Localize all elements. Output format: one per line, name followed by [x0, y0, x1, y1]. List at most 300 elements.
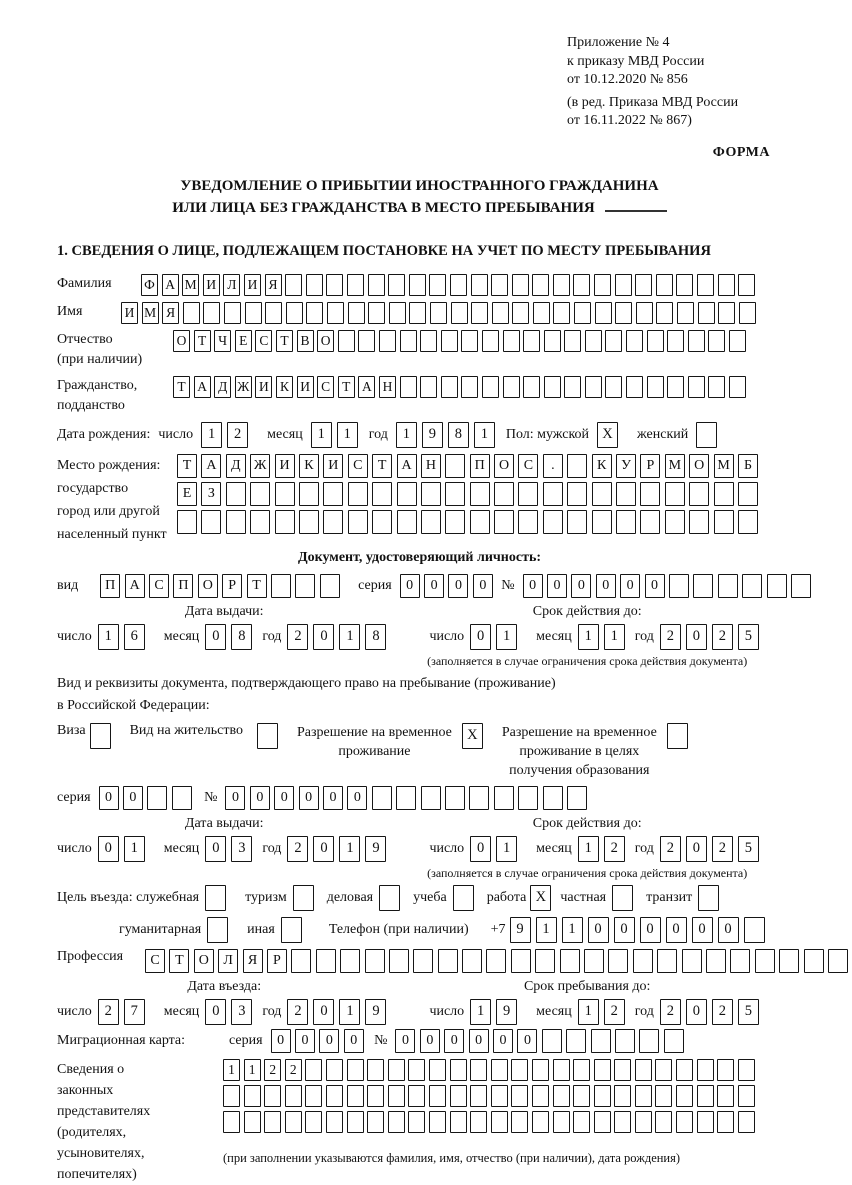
char-box[interactable] — [271, 574, 291, 598]
char-box[interactable] — [543, 510, 563, 534]
char-box[interactable] — [224, 302, 241, 324]
char-box[interactable]: У — [616, 454, 636, 478]
char-box[interactable] — [626, 376, 643, 398]
char-box[interactable] — [532, 1085, 549, 1107]
char-box[interactable] — [482, 330, 499, 352]
char-box[interactable] — [445, 786, 465, 810]
char-box[interactable] — [729, 376, 746, 398]
char-box[interactable]: Я — [243, 949, 263, 973]
stay-day-grid[interactable] — [470, 999, 522, 1025]
char-box[interactable] — [408, 1059, 425, 1081]
char-box[interactable] — [470, 510, 490, 534]
char-box[interactable]: 0 — [547, 574, 567, 598]
char-box[interactable] — [608, 949, 628, 973]
char-box[interactable] — [445, 510, 465, 534]
char-box[interactable] — [532, 1059, 549, 1081]
purpose-tourism-checkbox[interactable] — [293, 885, 319, 911]
permit-number-grid[interactable] — [225, 786, 591, 810]
char-box[interactable]: 9 — [365, 999, 386, 1025]
char-box[interactable]: 2 — [660, 624, 681, 650]
char-box[interactable] — [367, 1085, 384, 1107]
char-box[interactable] — [605, 330, 622, 352]
char-box[interactable]: 0 — [640, 917, 661, 943]
char-box[interactable] — [730, 949, 750, 973]
char-box[interactable] — [635, 1085, 652, 1107]
purpose-other-checkbox[interactable] — [281, 917, 307, 943]
char-box[interactable] — [494, 510, 514, 534]
permit-expiry-day-grid[interactable] — [470, 836, 522, 862]
char-box[interactable] — [828, 949, 848, 973]
char-box[interactable] — [518, 482, 538, 506]
char-box[interactable] — [305, 1085, 322, 1107]
char-box[interactable] — [573, 274, 590, 296]
doc-type-grid[interactable] — [100, 574, 344, 598]
char-box[interactable] — [421, 482, 441, 506]
char-box[interactable] — [553, 1085, 570, 1107]
char-box[interactable] — [553, 274, 570, 296]
char-box[interactable] — [223, 1111, 240, 1133]
char-box[interactable] — [285, 1085, 302, 1107]
char-box[interactable] — [647, 376, 664, 398]
char-box[interactable]: Я — [162, 302, 179, 324]
char-box[interactable] — [742, 574, 762, 598]
char-box[interactable]: О — [317, 330, 334, 352]
doc-expiry-day-grid[interactable] — [470, 624, 522, 650]
char-box[interactable] — [676, 274, 693, 296]
char-box[interactable] — [640, 510, 660, 534]
char-box[interactable] — [665, 510, 685, 534]
char-box[interactable] — [682, 949, 702, 973]
char-box[interactable]: 0 — [493, 1029, 513, 1053]
char-box[interactable] — [244, 1111, 261, 1133]
char-box[interactable] — [306, 274, 323, 296]
char-box[interactable] — [326, 1059, 343, 1081]
char-box[interactable] — [429, 274, 446, 296]
char-box[interactable] — [367, 1059, 384, 1081]
char-box[interactable]: 1 — [98, 624, 119, 650]
char-box[interactable]: 1 — [396, 422, 417, 448]
char-box[interactable]: 2 — [660, 836, 681, 862]
char-box[interactable] — [511, 1085, 528, 1107]
char-box[interactable]: 0 — [523, 574, 543, 598]
char-box[interactable] — [553, 1059, 570, 1081]
edu-permit-checkbox[interactable] — [667, 723, 693, 749]
char-box[interactable]: А — [397, 454, 417, 478]
char-box[interactable]: 1 — [244, 1059, 261, 1081]
char-box[interactable] — [257, 723, 278, 749]
char-box[interactable] — [614, 1059, 631, 1081]
purpose-private-checkbox[interactable] — [612, 885, 638, 911]
purpose-transit-checkbox[interactable] — [698, 885, 724, 911]
char-box[interactable]: И — [255, 376, 272, 398]
char-box[interactable]: И — [121, 302, 138, 324]
char-box[interactable]: П — [470, 454, 490, 478]
char-box[interactable]: Л — [223, 274, 240, 296]
char-box[interactable]: 6 — [124, 624, 145, 650]
char-box[interactable]: К — [276, 376, 293, 398]
char-box[interactable]: 0 — [614, 917, 635, 943]
char-box[interactable] — [347, 1111, 364, 1133]
char-box[interactable]: 0 — [274, 786, 294, 810]
char-box[interactable] — [429, 1085, 446, 1107]
char-box[interactable]: 0 — [205, 624, 226, 650]
char-box[interactable]: В — [297, 330, 314, 352]
char-box[interactable] — [717, 1085, 734, 1107]
char-box[interactable] — [293, 885, 314, 911]
char-box[interactable] — [177, 510, 197, 534]
char-box[interactable]: А — [201, 454, 221, 478]
char-box[interactable] — [573, 1059, 590, 1081]
char-box[interactable]: 1 — [536, 917, 557, 943]
char-box[interactable] — [348, 510, 368, 534]
char-box[interactable]: И — [297, 376, 314, 398]
char-box[interactable] — [698, 302, 715, 324]
char-box[interactable] — [615, 274, 632, 296]
char-box[interactable] — [223, 1085, 240, 1107]
char-box[interactable] — [655, 1085, 672, 1107]
char-box[interactable] — [207, 917, 228, 943]
char-box[interactable] — [397, 510, 417, 534]
char-box[interactable] — [441, 330, 458, 352]
char-box[interactable] — [594, 1059, 611, 1081]
char-box[interactable] — [90, 723, 111, 749]
char-box[interactable]: М — [665, 454, 685, 478]
char-box[interactable]: 7 — [124, 999, 145, 1025]
char-box[interactable] — [605, 376, 622, 398]
representatives-grid-row2[interactable] — [223, 1085, 758, 1107]
char-box[interactable] — [697, 274, 714, 296]
char-box[interactable]: 0 — [313, 999, 334, 1025]
char-box[interactable] — [347, 274, 364, 296]
char-box[interactable] — [708, 330, 725, 352]
char-box[interactable]: Т — [194, 330, 211, 352]
char-box[interactable]: 0 — [686, 836, 707, 862]
char-box[interactable]: Л — [218, 949, 238, 973]
char-box[interactable] — [316, 949, 336, 973]
char-box[interactable] — [469, 786, 489, 810]
char-box[interactable]: X — [530, 885, 551, 911]
char-box[interactable] — [533, 302, 550, 324]
char-box[interactable]: 0 — [347, 786, 367, 810]
char-box[interactable] — [511, 1059, 528, 1081]
stay-month-grid[interactable] — [578, 999, 630, 1025]
char-box[interactable] — [299, 482, 319, 506]
char-box[interactable]: 0 — [718, 917, 739, 943]
char-box[interactable] — [421, 786, 441, 810]
char-box[interactable]: 1 — [604, 624, 625, 650]
char-box[interactable]: 0 — [250, 786, 270, 810]
char-box[interactable]: О — [194, 949, 214, 973]
char-box[interactable] — [564, 376, 581, 398]
char-box[interactable] — [462, 949, 482, 973]
char-box[interactable] — [295, 574, 315, 598]
char-box[interactable]: 0 — [470, 624, 491, 650]
char-box[interactable]: 1 — [201, 422, 222, 448]
char-box[interactable]: С — [149, 574, 169, 598]
char-box[interactable] — [523, 330, 540, 352]
char-box[interactable]: Т — [177, 454, 197, 478]
char-box[interactable] — [544, 330, 561, 352]
char-box[interactable] — [429, 1059, 446, 1081]
char-box[interactable]: X — [462, 723, 483, 749]
char-box[interactable]: А — [194, 376, 211, 398]
permit-issue-month-grid[interactable] — [205, 836, 257, 862]
doc-expiry-year-grid[interactable] — [660, 624, 764, 650]
char-box[interactable] — [738, 274, 755, 296]
char-box[interactable]: 1 — [311, 422, 332, 448]
char-box[interactable]: Т — [173, 376, 190, 398]
char-box[interactable] — [706, 949, 726, 973]
char-box[interactable] — [420, 376, 437, 398]
purpose-work-checkbox[interactable] — [530, 885, 556, 911]
char-box[interactable] — [584, 949, 604, 973]
char-box[interactable] — [421, 510, 441, 534]
char-box[interactable] — [664, 1029, 684, 1053]
char-box[interactable]: 1 — [496, 836, 517, 862]
char-box[interactable] — [688, 376, 705, 398]
char-box[interactable] — [696, 422, 717, 448]
char-box[interactable] — [326, 274, 343, 296]
char-box[interactable] — [388, 274, 405, 296]
char-box[interactable] — [503, 376, 520, 398]
char-box[interactable]: Я — [265, 274, 282, 296]
char-box[interactable] — [388, 1059, 405, 1081]
char-box[interactable]: 0 — [205, 999, 226, 1025]
char-box[interactable] — [585, 330, 602, 352]
char-box[interactable] — [738, 1085, 755, 1107]
char-box[interactable]: Р — [267, 949, 287, 973]
purpose-study-checkbox[interactable] — [453, 885, 479, 911]
char-box[interactable]: Т — [338, 376, 355, 398]
char-box[interactable] — [544, 376, 561, 398]
char-box[interactable] — [553, 1111, 570, 1133]
char-box[interactable] — [718, 302, 735, 324]
citizenship-grid[interactable] — [173, 376, 750, 398]
char-box[interactable]: 2 — [604, 836, 625, 862]
entry-year-grid[interactable] — [287, 999, 391, 1025]
char-box[interactable]: 0 — [295, 1029, 315, 1053]
char-box[interactable]: 0 — [666, 917, 687, 943]
char-box[interactable] — [791, 574, 811, 598]
char-box[interactable]: 0 — [225, 786, 245, 810]
char-box[interactable] — [430, 302, 447, 324]
char-box[interactable] — [543, 786, 563, 810]
char-box[interactable]: 0 — [98, 836, 119, 862]
char-box[interactable]: 0 — [205, 836, 226, 862]
char-box[interactable] — [553, 302, 570, 324]
char-box[interactable] — [347, 1085, 364, 1107]
char-box[interactable]: С — [518, 454, 538, 478]
char-box[interactable] — [388, 1111, 405, 1133]
char-box[interactable]: 2 — [227, 422, 248, 448]
char-box[interactable] — [655, 1059, 672, 1081]
char-box[interactable]: О — [494, 454, 514, 478]
char-box[interactable]: Ч — [214, 330, 231, 352]
char-box[interactable] — [592, 510, 612, 534]
char-box[interactable]: 0 — [517, 1029, 537, 1053]
char-box[interactable]: К — [592, 454, 612, 478]
char-box[interactable] — [567, 482, 587, 506]
char-box[interactable] — [347, 1059, 364, 1081]
char-box[interactable] — [491, 1085, 508, 1107]
char-box[interactable] — [226, 482, 246, 506]
gender-female-checkbox[interactable] — [696, 422, 722, 448]
char-box[interactable] — [698, 885, 719, 911]
char-box[interactable] — [779, 949, 799, 973]
char-box[interactable] — [523, 376, 540, 398]
char-box[interactable]: 2 — [660, 999, 681, 1025]
char-box[interactable] — [592, 482, 612, 506]
char-box[interactable] — [445, 482, 465, 506]
char-box[interactable] — [438, 949, 458, 973]
char-box[interactable] — [326, 1085, 343, 1107]
char-box[interactable] — [172, 786, 192, 810]
permit-expiry-year-grid[interactable] — [660, 836, 764, 862]
char-box[interactable]: Ф — [141, 274, 158, 296]
char-box[interactable]: О — [689, 454, 709, 478]
char-box[interactable] — [639, 1029, 659, 1053]
char-box[interactable]: 2 — [712, 999, 733, 1025]
char-box[interactable] — [560, 949, 580, 973]
char-box[interactable] — [567, 510, 587, 534]
char-box[interactable] — [389, 302, 406, 324]
char-box[interactable] — [265, 302, 282, 324]
char-box[interactable]: 1 — [470, 999, 491, 1025]
char-box[interactable] — [676, 1111, 693, 1133]
char-box[interactable] — [669, 574, 689, 598]
char-box[interactable]: И — [323, 454, 343, 478]
char-box[interactable] — [396, 786, 416, 810]
char-box[interactable] — [450, 274, 467, 296]
char-box[interactable] — [573, 1085, 590, 1107]
char-box[interactable] — [408, 1111, 425, 1133]
gender-male-checkbox[interactable] — [597, 422, 623, 448]
char-box[interactable]: С — [317, 376, 334, 398]
char-box[interactable] — [688, 330, 705, 352]
char-box[interactable] — [615, 1029, 635, 1053]
char-box[interactable] — [564, 330, 581, 352]
char-box[interactable] — [388, 1085, 405, 1107]
char-box[interactable]: Т — [169, 949, 189, 973]
char-box[interactable] — [372, 482, 392, 506]
char-box[interactable] — [201, 510, 221, 534]
visa-checkbox[interactable] — [90, 723, 116, 749]
doc-issue-day-grid[interactable] — [98, 624, 150, 650]
char-box[interactable]: Б — [738, 454, 758, 478]
char-box[interactable] — [494, 482, 514, 506]
char-box[interactable] — [429, 1111, 446, 1133]
char-box[interactable] — [717, 1111, 734, 1133]
doc-issue-year-grid[interactable] — [287, 624, 391, 650]
char-box[interactable] — [574, 302, 591, 324]
char-box[interactable] — [400, 376, 417, 398]
migration-series-grid[interactable] — [271, 1029, 369, 1053]
char-box[interactable]: 0 — [470, 836, 491, 862]
char-box[interactable] — [285, 1111, 302, 1133]
char-box[interactable]: 0 — [424, 574, 444, 598]
char-box[interactable]: С — [348, 454, 368, 478]
char-box[interactable] — [543, 482, 563, 506]
char-box[interactable]: 0 — [692, 917, 713, 943]
char-box[interactable] — [729, 330, 746, 352]
representatives-grid-row3[interactable] — [223, 1111, 758, 1133]
permit-issue-day-grid[interactable] — [98, 836, 150, 862]
char-box[interactable] — [717, 1059, 734, 1081]
purpose-official-checkbox[interactable] — [205, 885, 231, 911]
char-box[interactable] — [511, 1111, 528, 1133]
char-box[interactable] — [647, 330, 664, 352]
char-box[interactable] — [612, 885, 633, 911]
char-box[interactable] — [367, 1111, 384, 1133]
char-box[interactable] — [594, 1085, 611, 1107]
char-box[interactable]: 2 — [287, 624, 308, 650]
temp-permit-checkbox[interactable] — [462, 723, 488, 749]
representatives-grid-row1[interactable] — [223, 1059, 758, 1081]
char-box[interactable]: 0 — [313, 624, 334, 650]
char-box[interactable]: 1 — [124, 836, 145, 862]
char-box[interactable] — [358, 330, 375, 352]
char-box[interactable] — [718, 574, 738, 598]
char-box[interactable] — [482, 376, 499, 398]
char-box[interactable] — [286, 302, 303, 324]
char-box[interactable] — [408, 1085, 425, 1107]
char-box[interactable] — [327, 302, 344, 324]
char-box[interactable]: С — [255, 330, 272, 352]
purpose-humanitarian-checkbox[interactable] — [207, 917, 233, 943]
char-box[interactable] — [470, 1111, 487, 1133]
char-box[interactable] — [676, 1059, 693, 1081]
char-box[interactable] — [491, 1059, 508, 1081]
char-box[interactable] — [471, 302, 488, 324]
char-box[interactable] — [503, 330, 520, 352]
char-box[interactable] — [573, 1111, 590, 1133]
char-box[interactable] — [368, 274, 385, 296]
char-box[interactable]: 8 — [448, 422, 469, 448]
patronymic-grid[interactable] — [173, 330, 750, 352]
char-box[interactable] — [738, 1059, 755, 1081]
char-box[interactable]: А — [358, 376, 375, 398]
char-box[interactable] — [567, 454, 587, 478]
char-box[interactable] — [635, 1059, 652, 1081]
char-box[interactable]: 5 — [738, 836, 759, 862]
char-box[interactable]: 0 — [645, 574, 665, 598]
char-box[interactable] — [697, 1059, 714, 1081]
char-box[interactable] — [461, 330, 478, 352]
char-box[interactable] — [250, 510, 270, 534]
char-box[interactable]: 0 — [686, 999, 707, 1025]
char-box[interactable]: А — [162, 274, 179, 296]
char-box[interactable]: П — [100, 574, 120, 598]
char-box[interactable]: Р — [640, 454, 660, 478]
char-box[interactable]: Н — [421, 454, 441, 478]
char-box[interactable] — [677, 302, 694, 324]
char-box[interactable] — [657, 949, 677, 973]
char-box[interactable] — [566, 1029, 586, 1053]
char-box[interactable] — [372, 786, 392, 810]
char-box[interactable] — [379, 330, 396, 352]
char-box[interactable]: 1 — [223, 1059, 240, 1081]
char-box[interactable]: М — [142, 302, 159, 324]
char-box[interactable] — [264, 1085, 281, 1107]
char-box[interactable] — [697, 1085, 714, 1107]
char-box[interactable]: Д — [214, 376, 231, 398]
char-box[interactable] — [453, 885, 474, 911]
char-box[interactable]: 0 — [620, 574, 640, 598]
char-box[interactable] — [340, 949, 360, 973]
char-box[interactable] — [365, 949, 385, 973]
char-box[interactable]: 1 — [474, 422, 495, 448]
char-box[interactable]: 0 — [344, 1029, 364, 1053]
